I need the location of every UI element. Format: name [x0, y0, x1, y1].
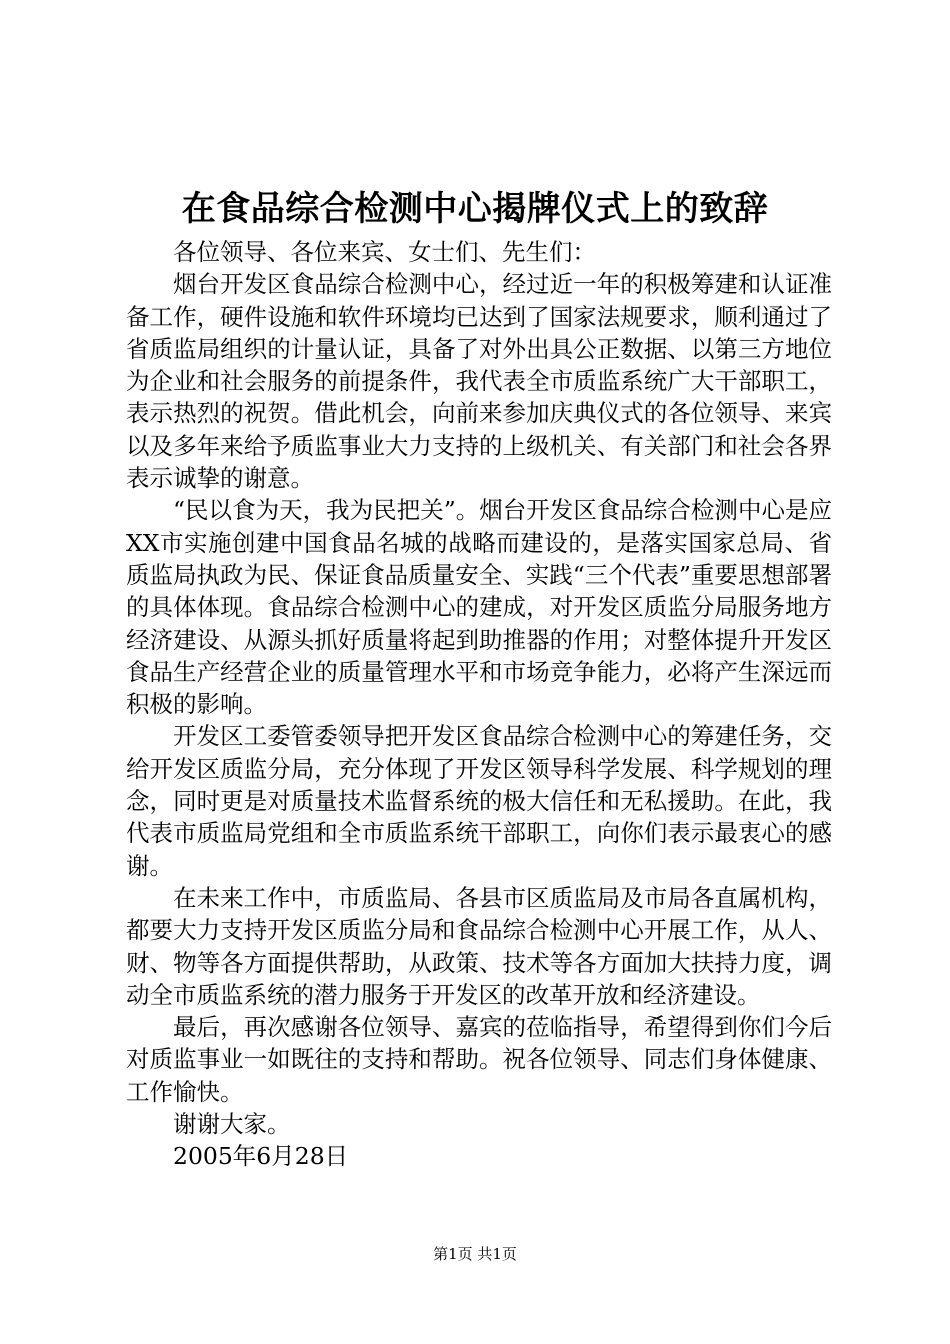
paragraph-4: 在未来工作中，市质监局、各县市区质监局及市局各直属机构，都要大力支持开发区质监分局和食品综合检测中心开展工作，从人、财、物等各方面提供帮助，从政策、技术等各方面加大扶持力度，调动全市质监系统的潜力服务于开发区的改革开放和经济建设。 — [126, 883, 832, 1009]
paragraph-3: 开发区工委管委领导把开发区食品综合检测中心的筹建任务，交给开发区质监分局，充分体现了开发区领导科学发展、科学规划的理念，同时更是对质量技术监督系统的极大信任和无私援助。在此，我代表市质监局党组和全市质监系统干部职工，向你们表示最衷心的感谢。 — [126, 722, 832, 880]
salutation: 各位领导、各位来宾、女士们、先生们： — [173, 238, 596, 266]
document-date: 2005年6月28日 — [173, 1142, 349, 1171]
paragraph-1: 烟台开发区食品综合检测中心，经过近一年的积极筹建和认证准备工作，硬件设施和软件环境均已达到了国家法规要求，顺利通过了省质监局组织的计量认证，具备了对外出具公正数据、以第三方地位为企业和社会服务的前提条件，我代表全市质监系统广大干部职工，表示热烈的祝贺。借此机会，向前来参加庆典仪式的各位领导、来宾以及多年来给予质监事业大力支持的上级机关、有关部门和社会各界表示诚挚的谢意。 — [126, 270, 832, 493]
closing-line: 谢谢大家。 — [173, 1110, 291, 1139]
document-title: 在食品综合检测中心揭牌仪式上的致辞 — [181, 189, 769, 229]
paragraph-5: 最后，再次感谢各位领导、嘉宾的莅临指导，希望得到你们今后对质监事业一如既往的支持和帮助。祝各位领导、同志们身体健康、工作愉快。 — [126, 1013, 832, 1106]
document-body — [126, 236, 832, 1173]
paragraph-2: “民以食为天，我为民把关”。烟台开发区食品综合检测中心是应XX市实施创建中国食品名城的战略而建设的，是落实国家总局、省质监局执政为民、保证食品质量安全、实践“三个代表”重要思想部署的具体体现。食品综合检测中心的建成，对开发区质监分局服务地方经济建设、从源头抓好质量将起到助推器的作用；对整体提升开发区食品生产经营企业的质量管理水平和市场竞争能力，必将产生深远而积极的影响。 — [126, 496, 832, 719]
page-number-footer: 第1页 共1页 — [433, 1245, 517, 1263]
